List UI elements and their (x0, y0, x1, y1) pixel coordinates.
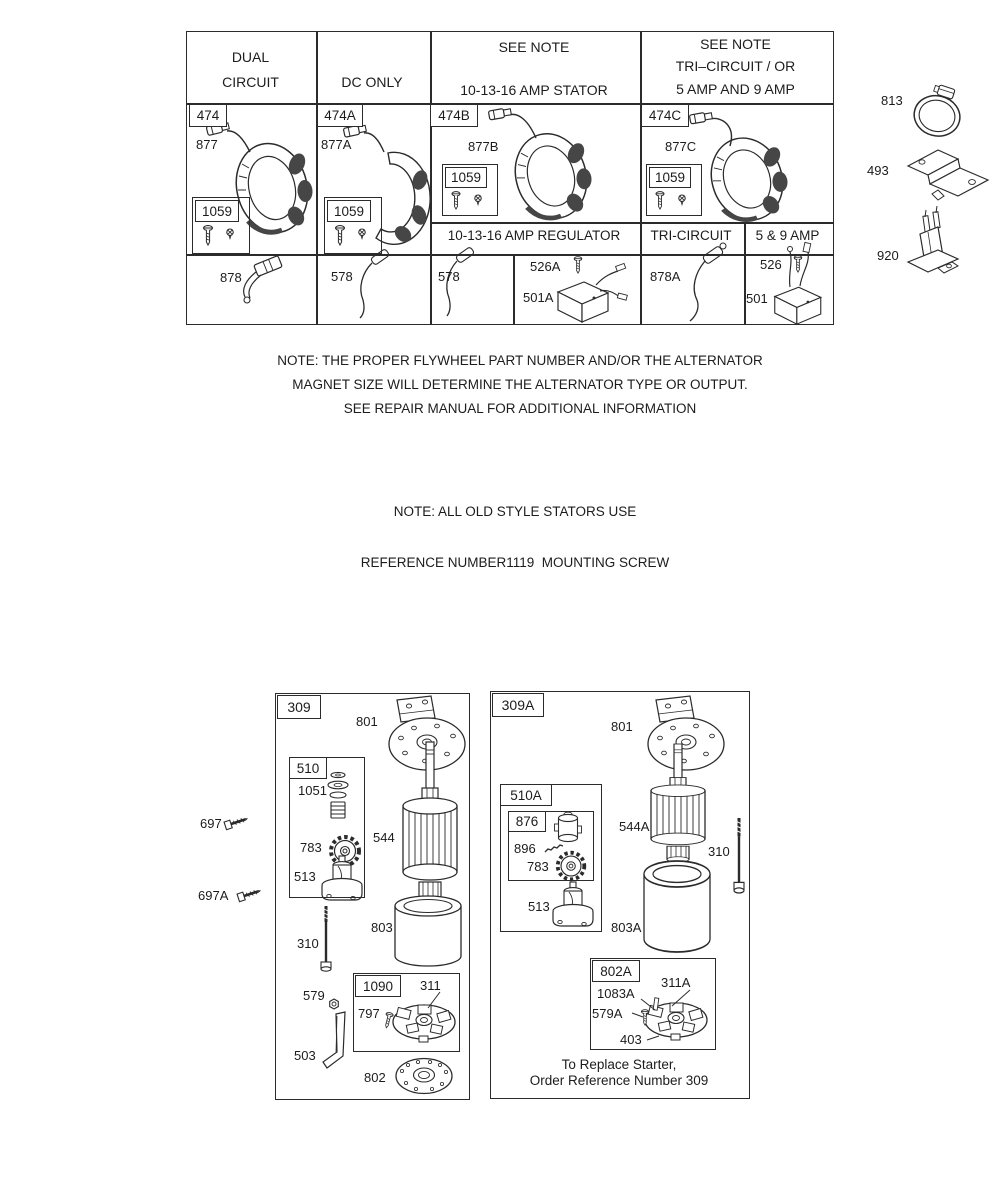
label-403: 403 (620, 1032, 642, 1047)
label-797: 797 (358, 1006, 380, 1021)
flywheel-note-line3: SEE REPAIR MANUAL FOR ADDITIONAL INFORMATION (343, 401, 697, 416)
old-style-note-line2: REFERENCE NUMBER1119 MOUNTING SCREW (360, 555, 670, 570)
col4-header-line2: TRI–CIRCUIT / OR (675, 58, 796, 74)
label-579: 579 (303, 988, 325, 1003)
flywheel-note-line2: MAGNET SIZE WILL DETERMINE THE ALTERNATOR TYPE OR OUTPUT. (292, 377, 748, 392)
ref-box-474a: 474A (317, 104, 363, 127)
ref-box-510a: 510A (500, 784, 552, 806)
ref-box-309a: 309A (492, 693, 544, 717)
screw-697-illustration (224, 815, 249, 830)
part-label-877b: 877B (468, 139, 499, 154)
solenoid-920-illustration (908, 206, 958, 273)
col2-header: DC ONLY (341, 74, 403, 90)
ref-box-802a: 802A (592, 960, 640, 982)
label-783a: 783 (527, 859, 549, 874)
part-label-877a: 877A (321, 137, 352, 152)
col1-header-line1: DUAL (231, 49, 270, 65)
ref-box-474: 474 (189, 104, 227, 127)
table-divider (640, 32, 642, 324)
label-310a: 310 (708, 844, 730, 859)
col1-header-line2: CIRCUIT (222, 74, 279, 90)
label-544: 544 (373, 830, 395, 845)
label-783: 783 (300, 840, 322, 855)
part-label-493: 493 (867, 163, 889, 178)
label-310: 310 (297, 936, 319, 951)
screw-box-label: 1059 (195, 200, 239, 222)
label-697: 697 (200, 816, 222, 831)
part-label-813: 813 (881, 93, 903, 108)
label-801: 801 (356, 714, 378, 729)
col3-sub-header: 10-13-16 AMP REGULATOR (447, 228, 621, 243)
col4-header-line3: 5 AMP AND 9 AMP (676, 81, 795, 97)
part-label-878: 878 (220, 270, 242, 285)
part-label-878a: 878A (650, 269, 681, 284)
screw-box-1059-col2 (324, 197, 382, 254)
ref-box-510: 510 (289, 757, 327, 779)
label-513: 513 (294, 869, 316, 884)
part-label-578-stator: 578 (438, 269, 460, 284)
label-803: 803 (371, 920, 393, 935)
table-divider (513, 254, 515, 324)
col4-see-note: SEE NOTE (700, 36, 771, 52)
old-style-note (300, 469, 730, 588)
label-896: 896 (514, 841, 536, 856)
label-1083a: 1083A (597, 986, 635, 1001)
part-label-526: 526 (760, 257, 782, 272)
ref-box-474b: 474B (430, 104, 478, 127)
bracket-493-illustration (908, 150, 988, 200)
part-label-877: 877 (196, 137, 218, 152)
screw-box-label: 1059 (445, 167, 487, 188)
ref-box-474c: 474C (641, 104, 689, 127)
label-503: 503 (294, 1048, 316, 1063)
flywheel-note (230, 349, 810, 421)
table-divider (430, 222, 833, 224)
col4-sub-left: TRI-CIRCUIT (650, 228, 732, 243)
ref-box-309: 309 (277, 695, 321, 719)
part-label-501a: 501A (523, 290, 554, 305)
ref-box-1090: 1090 (355, 975, 401, 997)
label-801a: 801 (611, 719, 633, 734)
replace-starter-note (490, 1057, 748, 1089)
replace-starter-line1: To Replace Starter, (561, 1057, 677, 1072)
screw-box-label: 1059 (327, 200, 371, 222)
label-513a: 513 (528, 899, 550, 914)
part-label-920: 920 (877, 248, 899, 263)
ref-box-876: 876 (508, 811, 546, 832)
part-label-877c: 877C (665, 139, 697, 154)
screw-box-1059-col1 (192, 197, 250, 254)
clamp-813-illustration (910, 84, 964, 141)
part-label-578-dc: 578 (331, 269, 353, 284)
label-697a: 697A (198, 888, 229, 903)
old-style-note-line1: NOTE: ALL OLD STYLE STATORS USE (393, 504, 637, 519)
part-label-501: 501 (746, 291, 768, 306)
label-803a: 803A (611, 920, 642, 935)
table-divider (430, 32, 432, 324)
flywheel-note-line1: NOTE: THE PROPER FLYWHEEL PART NUMBER AND/OR THE ALTERNATOR (277, 353, 763, 368)
screw-box-1059-col4 (646, 164, 702, 216)
label-311: 311 (420, 978, 441, 993)
label-311a: 311A (661, 975, 691, 990)
col4-sub-right: 5 & 9 AMP (755, 228, 820, 243)
label-544a: 544A (619, 819, 650, 834)
table-divider (187, 103, 833, 105)
table-divider (187, 254, 833, 256)
label-1051: 1051 (298, 783, 327, 798)
screw-697a-illustration (237, 887, 262, 902)
col3-header: 10-13-16 AMP STATOR (460, 82, 608, 98)
screw-box-label: 1059 (649, 167, 691, 188)
part-label-526a: 526A (530, 259, 561, 274)
replace-starter-line2: Order Reference Number 309 (529, 1073, 709, 1088)
screw-box-1059-col3 (442, 164, 498, 216)
col3-see-note: SEE NOTE (498, 39, 570, 55)
label-579a: 579A (592, 1006, 623, 1021)
label-802: 802 (364, 1070, 386, 1085)
